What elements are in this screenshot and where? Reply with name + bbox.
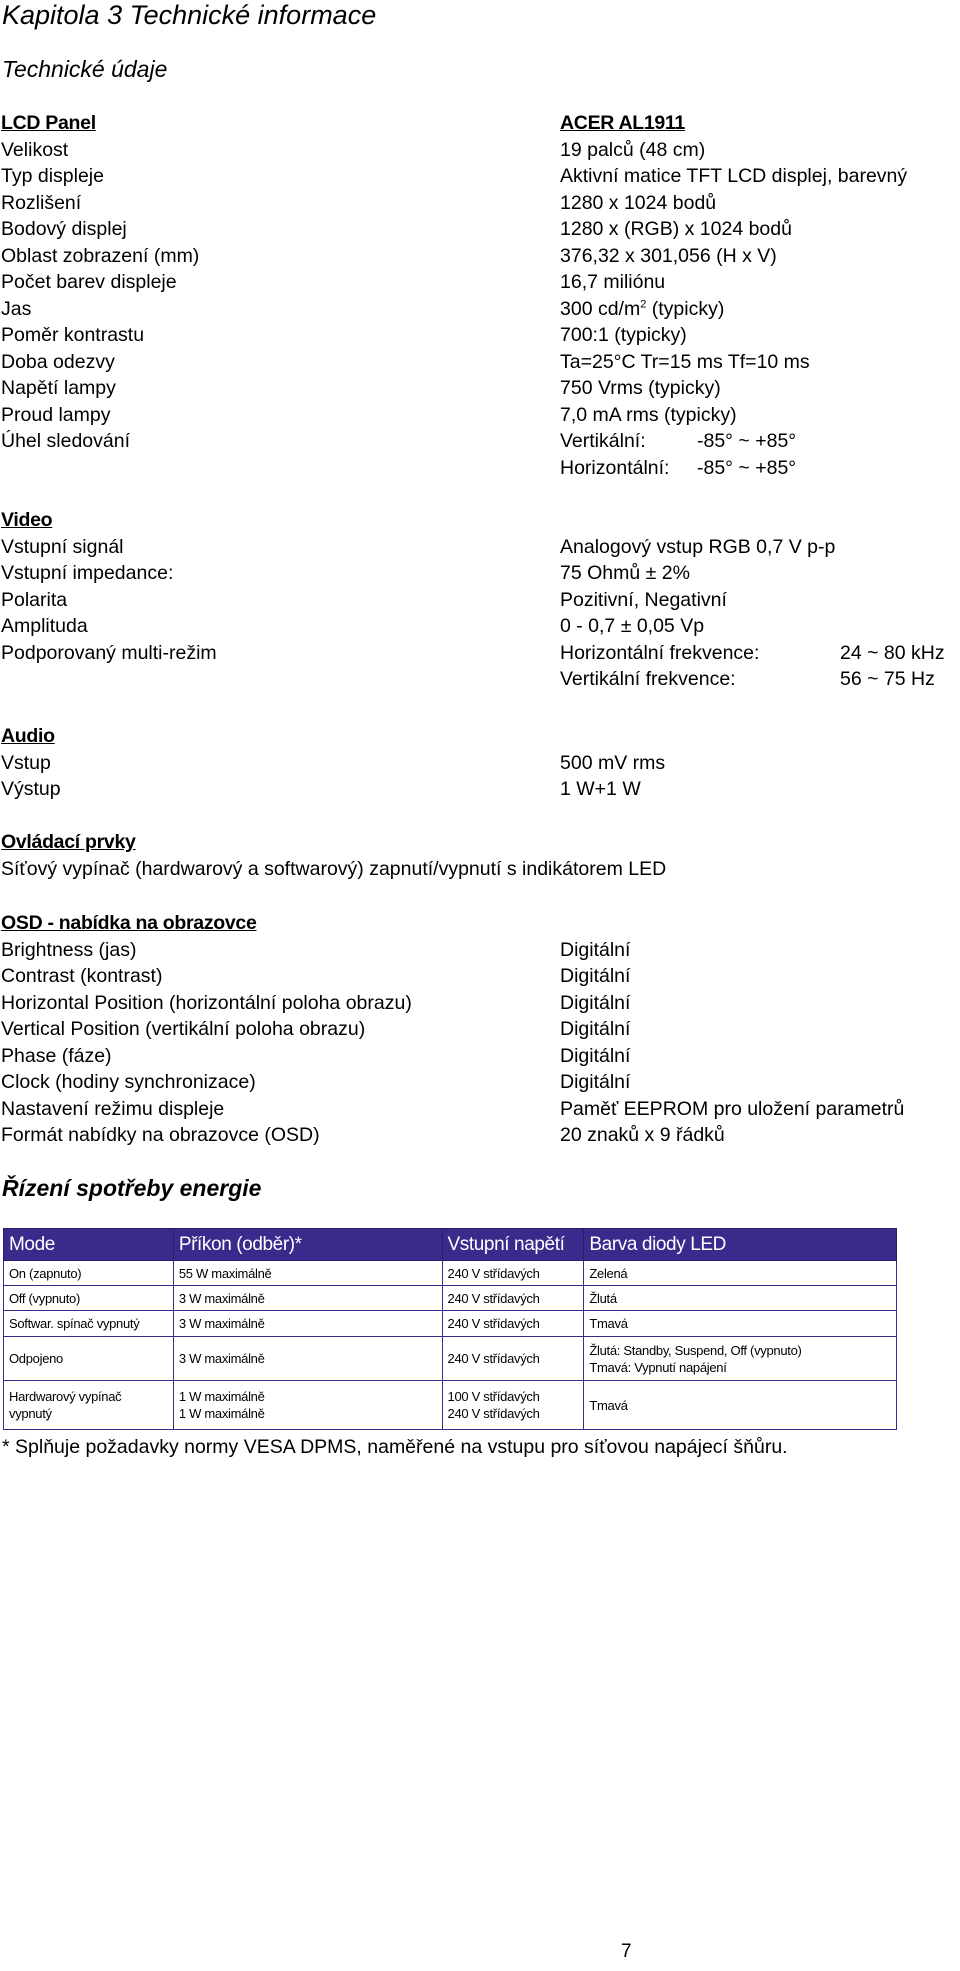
cell-power: [173, 1381, 442, 1430]
cell-text: Zelená: [589, 1265, 628, 1281]
cell-text: 55 W maximálně: [178, 1265, 272, 1281]
osd-label: Vertical Position (vertikální poloha obrazu): [1, 1018, 366, 1040]
spec-label: Velikost: [1, 138, 69, 161]
osd-label: Clock (hodiny synchronizace): [1, 1071, 256, 1093]
spec-value: Pozitivní, Negativní: [560, 588, 727, 611]
spec-value: 376,32 x 301,056 (H x V): [560, 244, 777, 267]
table-header-row: [4, 1229, 897, 1261]
cell-text: 240 V střídavých: [447, 1351, 540, 1366]
cell-power: [173, 1311, 442, 1337]
osd-value: Digitální: [560, 991, 631, 1014]
osd-label: Phase (fáze): [1, 1044, 112, 1067]
section-title: Technické údaje: [2, 56, 168, 82]
column-header-mode: Mode: [4, 1229, 174, 1261]
cell-text: Žlutá: Standby, Suspend, Off (vypnuto): [589, 1342, 802, 1358]
table-row: [4, 1311, 897, 1337]
osd-label: Horizontal Position (horizontální poloha obrazu): [1, 991, 412, 1014]
page-number: 7: [621, 1941, 632, 1962]
cell-text: Tmavá: Vypnutí napájení: [589, 1359, 727, 1375]
spec-value: 0 - 0,7 ± 0,05 Vp: [560, 615, 705, 637]
osd-section: [0, 910, 960, 1149]
spec-value: 16,7 miliónu: [560, 271, 666, 293]
v-frequency-label: Vertikální frekvence:: [560, 668, 736, 690]
cell-text: Odpojeno: [9, 1351, 63, 1366]
spec-label: Vstup: [1, 751, 51, 774]
spec-label: Napětí lampy: [1, 377, 116, 399]
spec-label: Podporovaný multi-režim: [1, 641, 217, 664]
vertical-angle-value: -85° ~ +85°: [697, 430, 797, 452]
cell-text: 1 W maximálně: [178, 1389, 265, 1404]
footnote: * Splňuje požadavky normy VESA DPMS, naměřené na vstupu pro síťovou napájecí šňůru.: [2, 1436, 788, 1458]
spec-label: Počet barev displeje: [1, 271, 177, 293]
spec-value: 1 W+1 W: [560, 778, 641, 800]
spec-label: Amplituda: [1, 615, 88, 637]
table-row: [4, 1381, 897, 1430]
model-name: ACER AL1911: [560, 112, 685, 134]
cell-text: 240 V střídavých: [447, 1290, 540, 1306]
cell-text: 3 W maximálně: [178, 1351, 265, 1366]
cell-text: vypnutý: [9, 1406, 52, 1421]
cell-led: [584, 1286, 897, 1311]
controls-section: [0, 829, 960, 882]
cell-text: Žlutá: [589, 1290, 617, 1306]
column-header-voltage: Vstupní napětí: [442, 1229, 584, 1261]
audio-heading: Audio: [1, 725, 55, 747]
spec-label: Poměr kontrastu: [1, 324, 145, 346]
cell-text: Tmavá: [589, 1397, 628, 1413]
cell-text: 240 V střídavých: [447, 1265, 540, 1281]
cell-text: On (zapnuto): [9, 1265, 82, 1281]
superscript: 2: [640, 298, 647, 310]
cell-text: Softwar. spínač vypnutý: [9, 1316, 140, 1331]
spec-value: 7,0 mA rms (typicky): [560, 403, 737, 426]
h-frequency-label: Horizontální frekvence:: [560, 641, 760, 664]
cell-led: [584, 1381, 897, 1430]
spec-label: Výstup: [1, 778, 61, 800]
horizontal-angle-value: -85° ~ +85°: [697, 456, 797, 479]
power-management-table: [3, 1228, 897, 1430]
cell-mode: [4, 1337, 174, 1381]
osd-value: Paměť EEPROM pro uložení parametrů: [560, 1097, 905, 1120]
spec-value: Analogový vstup RGB 0,7 V p-p: [560, 535, 836, 558]
cell-power: [173, 1286, 442, 1311]
brightness-value: 300 cd/m: [560, 297, 641, 320]
osd-label: Nastavení režimu displeje: [1, 1097, 225, 1120]
spec-label: Jas: [1, 297, 32, 320]
lcd-panel-heading: LCD Panel: [1, 112, 96, 134]
cell-voltage: [442, 1261, 584, 1286]
spec-value: Aktivní matice TFT LCD displej, barevný: [560, 165, 908, 187]
spec-label: Oblast zobrazení (mm): [1, 244, 200, 267]
column-header-led: Barva diody LED: [584, 1229, 897, 1261]
cell-text: Tmavá: [589, 1316, 628, 1331]
cell-text: 3 W maximálně: [178, 1316, 265, 1331]
spec-label: Typ displeje: [1, 165, 104, 187]
cell-text: Off (vypnuto): [9, 1290, 81, 1306]
video-heading: Video: [1, 509, 53, 531]
cell-led: [584, 1337, 897, 1381]
spec-value: 75 Ohmů ± 2%: [560, 562, 690, 584]
cell-voltage: [442, 1286, 584, 1311]
osd-value: 20 znaků x 9 řádků: [560, 1124, 725, 1146]
table-row: [4, 1337, 897, 1381]
osd-value: Digitální: [560, 1018, 631, 1040]
spec-label: Vstupní impedance:: [1, 562, 174, 584]
video-section: [0, 507, 960, 693]
chapter-title: Kapitola 3 Technické informace: [2, 0, 377, 30]
osd-value: Digitální: [560, 1044, 631, 1067]
horizontal-angle-label: Horizontální:: [560, 456, 670, 479]
cell-voltage: [442, 1311, 584, 1337]
cell-text: Hardwarový vypínač: [9, 1389, 122, 1404]
cell-voltage: [442, 1381, 584, 1430]
osd-heading: OSD - nabídka na obrazovce: [1, 912, 257, 934]
lcd-panel-section: [0, 110, 960, 481]
audio-section: [0, 723, 960, 803]
power-management-title: Řízení spotřeby energie: [2, 1175, 262, 1201]
spec-label: Úhel sledování: [1, 430, 130, 452]
osd-label: Contrast (kontrast): [1, 965, 163, 987]
vertical-angle-label: Vertikální:: [560, 430, 646, 452]
controls-heading: Ovládací prvky: [1, 831, 136, 853]
spec-label: Proud lampy: [1, 403, 111, 426]
controls-text: Síťový vypínač (hardwarový a softwarový) zapnutí/vypnutí s indikátorem LED: [1, 857, 667, 880]
cell-text: 3 W maximálně: [178, 1290, 265, 1306]
cell-mode: [4, 1311, 174, 1337]
osd-label: Formát nabídky na obrazovce (OSD): [1, 1124, 320, 1146]
osd-label: Brightness (jas): [1, 938, 137, 961]
cell-text: 100 V střídavých: [447, 1389, 540, 1404]
osd-value: Digitální: [560, 965, 631, 987]
osd-value: Digitální: [560, 938, 631, 961]
cell-led: [584, 1311, 897, 1337]
brightness-note: (typicky): [646, 297, 725, 320]
spec-value: 750 Vrms (typicky): [560, 377, 721, 399]
spec-value: 700:1 (typicky): [560, 324, 687, 346]
spec-label: Doba odezvy: [1, 350, 115, 373]
v-frequency-value: 56 ~ 75 Hz: [840, 668, 935, 690]
spec-label: Bodový displej: [1, 218, 127, 240]
spec-label: Vstupní signál: [1, 535, 124, 558]
spec-value: Ta=25°C Tr=15 ms Tf=10 ms: [560, 350, 810, 373]
osd-value: Digitální: [560, 1071, 631, 1093]
cell-text: 240 V střídavých: [447, 1406, 540, 1421]
spec-value: [560, 296, 724, 323]
spec-value: 1280 x (RGB) x 1024 bodů: [560, 218, 792, 240]
h-frequency-value: 24 ~ 80 kHz: [840, 641, 945, 664]
spec-value: 19 palců (48 cm): [560, 138, 706, 161]
spec-label: Polarita: [1, 588, 68, 611]
table-row: [4, 1261, 897, 1286]
cell-power: [173, 1261, 442, 1286]
cell-text: 1 W maximálně: [178, 1406, 265, 1421]
cell-led: [584, 1261, 897, 1286]
cell-text: 240 V střídavých: [447, 1316, 540, 1331]
cell-mode: [4, 1261, 174, 1286]
spec-value: 500 mV rms: [560, 751, 666, 774]
column-header-power: Příkon (odběr)*: [173, 1229, 442, 1261]
cell-mode: [4, 1381, 174, 1430]
cell-power: [173, 1337, 442, 1381]
cell-mode: [4, 1286, 174, 1311]
spec-value: 1280 x 1024 bodů: [560, 191, 717, 214]
table-row: [4, 1286, 897, 1311]
spec-label: Rozlišení: [1, 191, 82, 214]
cell-voltage: [442, 1337, 584, 1381]
